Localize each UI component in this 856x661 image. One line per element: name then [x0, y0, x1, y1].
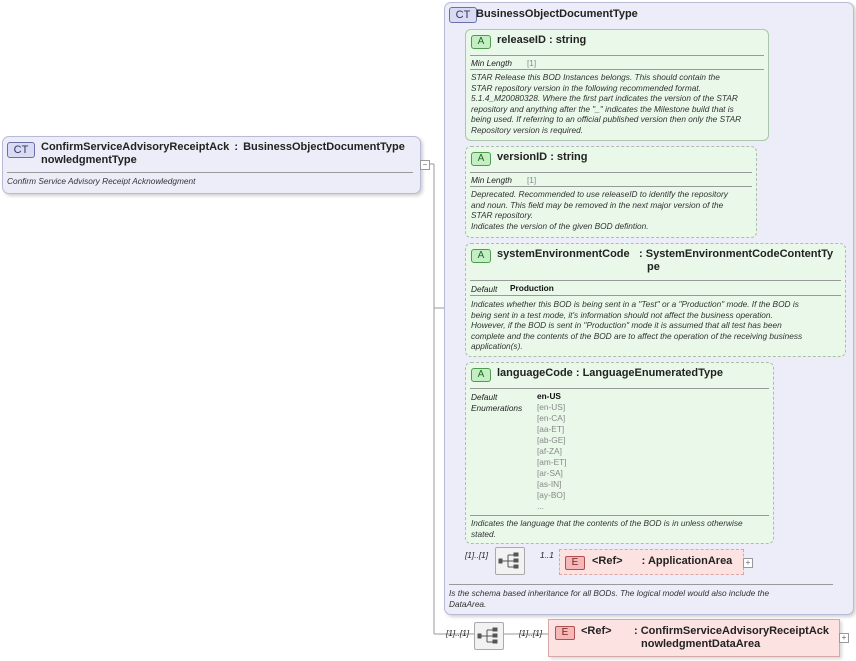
business-object-document-type-box[interactable]: [444, 2, 854, 615]
enumeration-list: [en-US] [en-CA] [aa-ET] [ab-GE] [af-ZA] [am-ET] [ar-SA] [as-IN] [ay-BO] ...: [537, 402, 567, 511]
element-data-area[interactable]: E <Ref> : ConfirmServiceAdvisoryReceiptAck nowledgmentDataArea: [548, 619, 840, 657]
outer-element-cardinality: [1]..[1]: [519, 628, 543, 638]
element-cardinality: 1..1: [540, 550, 554, 560]
root-complex-type[interactable]: [2, 136, 421, 194]
root-type-name: ConfirmServiceAdvisoryReceiptAck : BusinessObjectDocumentType nowledgmentType: [41, 141, 405, 166]
attribute-badge-icon: A: [471, 249, 491, 263]
attribute-releaseID[interactable]: A releaseID : string Min Length [1] STAR Release this BOD Instances belongs. This should contain the STAR repository version in the following recommended format. 5.1.4_M20080328. Where the first part indicates the version of the STAR repository and anything after the "_" indicates the Milestone build that is being used. If referring to an official published version then only the STAR Repository version is required.: [465, 29, 769, 141]
attribute-badge-icon: A: [471, 368, 491, 382]
complex-type-badge-icon: CT: [449, 7, 477, 23]
complex-type-badge-icon: CT: [7, 142, 35, 158]
attribute-documentation: Indicates whether this BOD is being sent in a "Test" or a "Production" mode. If the BOD is being sent in a test mode, it's information should not affect the business operation. However, if the BOD is sent in "Production" mode it is assumed that all test has been complete and the contents of the BOD are to affect the operation of the receiving business application(s).: [471, 299, 803, 351]
expand-toggle[interactable]: +: [839, 633, 849, 643]
outer-sequence-cardinality: [1]..[1]: [446, 628, 470, 638]
attribute-documentation: Deprecated. Recommended to use releaseID to identify the repository and noun. This field may be removed in the next major version of the STAR repository. Indicates the version of the given BOD defintion.: [471, 189, 728, 231]
root-type-documentation: Confirm Service Advisory Receipt Acknowledgment: [7, 176, 196, 186]
attribute-languageCode[interactable]: A languageCode : LanguageEnumeratedType Default en-US Enumerations [en-US] [en-CA] [aa-ET] [ab-GE] [af-ZA] [am-ET] [ar-SA] [as-IN] [ay-BO] ... Indicates the language that the contents of the BOD is in unless otherwise stated.: [465, 362, 774, 544]
base-type-documentation: Is the schema based inheritance for all BODs. The logical model would also include the DataArea.: [449, 588, 770, 609]
attribute-badge-icon: A: [471, 152, 491, 166]
attribute-documentation: Indicates the language that the contents of the BOD is in unless otherwise stated.: [471, 518, 743, 539]
attribute-badge-icon: A: [471, 35, 491, 49]
base-type-name: BusinessObjectDocumentType: [476, 8, 638, 20]
sequence-compositor[interactable]: [495, 547, 525, 575]
sequence-cardinality: [1]..[1]: [465, 550, 489, 560]
expand-toggle[interactable]: +: [743, 558, 753, 568]
root-base-type: BusinessObjectDocumentType: [243, 141, 405, 153]
attribute-systemEnvironmentCode[interactable]: A systemEnvironmentCode : SystemEnvironmentCodeContentTy pe Default Production Indicates whether this BOD is being sent in a "Test" or a "Production" mode. If the BOD is being sent in a test mode, it's information should not affect the business operation. However, if the BOD is sent in "Production" mode it is assumed that all test has been complete and the contents of the BOD are to affect the operation of the receiving business application(s).: [465, 243, 846, 357]
outer-sequence-compositor[interactable]: [474, 622, 504, 650]
attribute-documentation: STAR Release this BOD Instances belongs. This should contain the STAR repository version in the following recommended format. 5.1.4_M20080328. Where the first part indicates the version of the STAR repository and anything after the "_" indicates the Milestone build that is being used. If referring to an official published version then only the STAR Repository version is required.: [471, 72, 742, 135]
sequence-icon: [475, 623, 503, 649]
element-badge-icon: E: [555, 626, 575, 640]
attribute-versionID[interactable]: A versionID : string Min Length [1] Deprecated. Recommended to use releaseID to identify the repository and noun. This field may be removed in the next major version of the STAR repository. Indicates the version of the given BOD defintion.: [465, 146, 757, 238]
element-application-area[interactable]: E <Ref> : ApplicationArea: [559, 549, 744, 575]
divider: [7, 172, 413, 173]
element-badge-icon: E: [565, 556, 585, 570]
collapse-toggle[interactable]: −: [420, 160, 430, 170]
sequence-icon: [496, 548, 524, 574]
